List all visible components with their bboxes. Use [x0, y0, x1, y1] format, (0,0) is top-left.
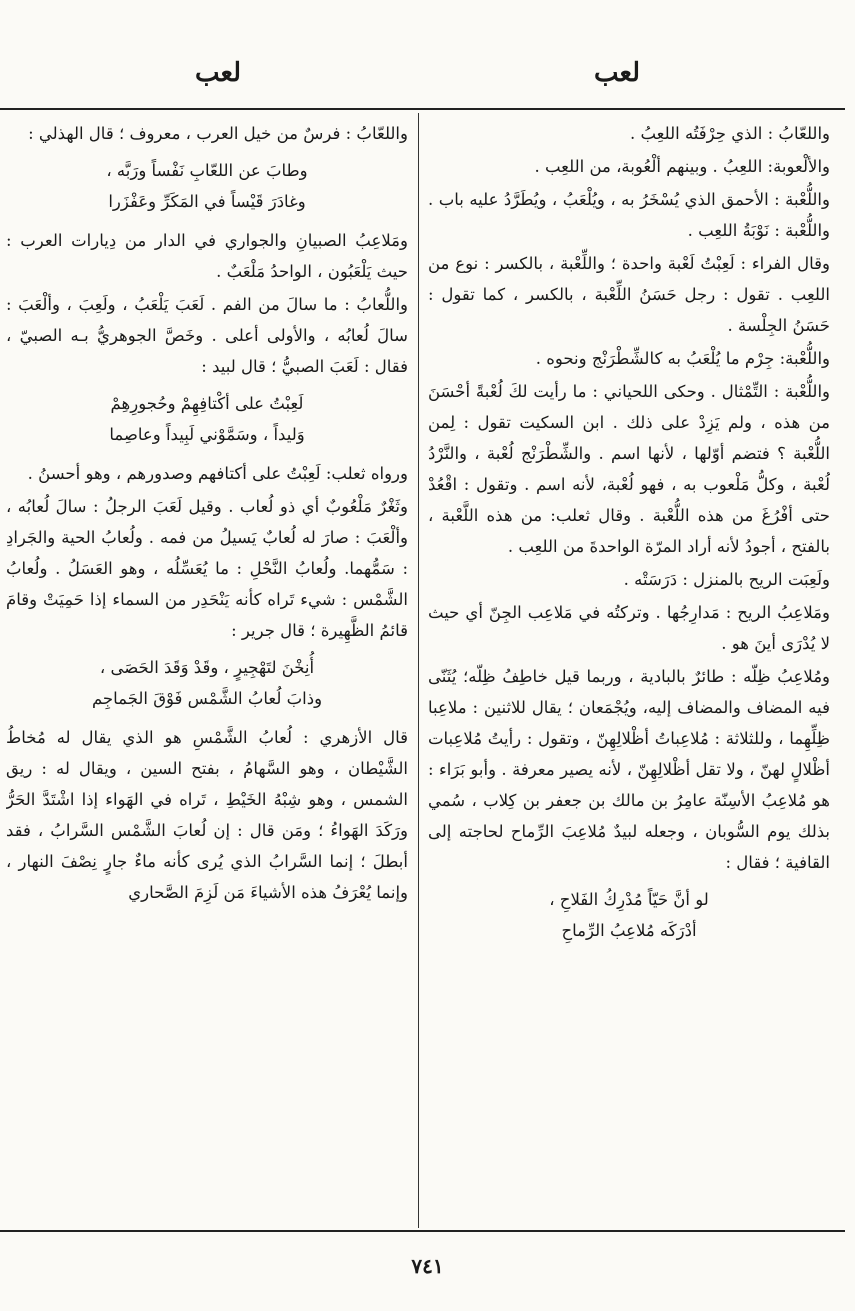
verse-line: وذابَ لُعابُ الشَّمْس فَوْقَ الجَماجِم	[91, 689, 323, 708]
left-column	[6, 118, 408, 1226]
page-number: ٧٤١	[411, 1254, 444, 1278]
verse-line: لو أنَّ حَيّاً مُدْرِكُ الفَلاحِ ،	[549, 890, 709, 909]
paragraph: ولَعِبَت الريح بالمنزل : دَرَسَتْه .	[623, 570, 830, 589]
paragraph: والألْعوبة: اللعِبُ . وبينهم ألْعُوبة، من اللعِب .	[534, 157, 830, 176]
column-divider	[418, 113, 419, 1228]
verse-line: لَعِبْتُ على أكْتافِهِمْ وحُجورِهِمْ	[110, 394, 304, 413]
verse-line: أُنِخْنَ لتَهْجِيرٍ ، وقَدْ وَقَدَ الحَصَى ،	[99, 658, 315, 677]
paragraph: قال الأزهري : لُعابُ الشَّمْسِ هو الذي يقال له مُخاطُ الشَّيْطان ، وهو السَّهامُ ، بفتح السين ، ويقال له : ريق الشمس ، وهو شِبْهُ الخَيْطِ ، تَراه في الهَواء إذا اشْتَدَّ الحَرُّ ورَكَدَ الهَواءُ ؛ ومَن قال : إن لُعابَ الشَّمْس السَّرابُ ، فقد أبطلَ ؛ إنما السَّرابُ الذي يُرى كأنه ماءٌ جارٍ نِصْفَ النهار ، وإنما يُعْرَفُ هذه الأشياءَ مَن لَزِمَ الصَّحاري	[6, 728, 408, 902]
paragraph: ومُلاعِبُ ظِلّه : طائرٌ بالبادية ، وربما قيل خاطِفُ ظِلّه؛ يُثَنّى فيه المضاف والمضاف إليه، ويُجْمَعان ؛ يقال للاثنين : ملاعِبا ظِلِّهِما ، وللثلاثة : مُلاعِباتُ أظْلالِهِنّ ، وتقول : رأيتُ مُلاعِبات أظْلالٍ لهنّ ، ولا تقل أظْلالِهِنّ ، لأنه يصير معرفة . وأبو بَرَاء : هو مُلاعِبُ الأسِنّة عامِرُ بن مالك بن جعفر بن كِلاب ، سُمي بذلك يوم السُّوبان ، وجعله لبيدٌ مُلاعِبَ الرِّماح لحاجته إلى القافية ؛ فقال :	[428, 667, 830, 872]
paragraph: وثَغْرٌ مَلْعُوبٌ أي ذو لُعاب . وقيل لَعَبَ الرجلُ : سالَ لُعابُه ، وألْعَبَ : صارَ له لُعابٌ يَسيلُ من فمه . ولُعابُ الحية والجَرادِ : سَمُّهما. ولُعابُ النَّحْلِ : ما يُعَسِّلُه ، وهو العَسَلُ . ولُعابُ الشَّمْس : شيء تَراه كأنه يَنْحَدِر من السماء إذا حَمِيَتْ وقامَ قائمُ الظَّهِيرة ؛ قال جرير :	[6, 497, 408, 640]
verse	[6, 155, 408, 217]
paragraph: ومَلاعِبُ الصبيانِ والجواري في الدار من دِيارات العرب : حيث يَلْعَبُون ، الواحدُ مَلْعَبٌ .	[6, 231, 408, 281]
paragraph: واللُّعْبة: جِرْم ما يُلْعَبُ به كالشِّطْرَنْج ونحوه .	[535, 349, 830, 368]
paragraph: وقال الفراء : لَعِبْتُ لَعْبة واحدة ؛ واللِّعْبة ، بالكسر : نوع من اللعِب . تقول : رجل حَسَنُ اللِّعْبة ، بالكسر ، كما تقول : حَسَنُ الجِلْسة .	[428, 254, 830, 335]
verse	[6, 652, 408, 714]
header-word-left: لعب	[195, 58, 241, 88]
paragraph: ورواه ثعلب: لَعِبْتُ على أكتافهم وصدورهم ، وهو أحسنُ .	[27, 464, 408, 483]
verse	[6, 388, 408, 450]
paragraph: واللُّعْبة : التِّمْثال . وحكى اللحياني : ما رأيت لكَ لُعْبةً أحْسَنَ من هذه ، ولم يَزِدْ على ذلك . ابن السكيت تقول : لِمن اللُّعْبة ؟ فتضم أوّلها ، لأنها اسم . والشِّطْرَنْج لُعْبة ، والنَّرْدُ لُعْبة ، وكلُّ مَلْعوب به ، فهو لُعْبة، لأنه اسم . وتقول : اقْعُدْ حتى أفْرُغَ من هذه اللُّعْبة . وقال ثعلب: من هذه اللَّعْبة ، بالفتح ، أجودُ لأنه أراد المرّة الواحدةَ من اللعِب .	[428, 382, 830, 556]
verse-line: وغادَرَ قَيْساً في المَكَرِّ وعَفْزَرا	[108, 192, 306, 211]
header-word-right: لعب	[594, 58, 640, 88]
header-rule	[0, 108, 845, 110]
verse-line: أدْرَكَه مُلاعِبُ الرِّماحِ	[561, 921, 697, 940]
paragraph: واللُّعْبة : الأحمق الذي يُسْخَرُ به ، ويُلْعَبُ ، ويُطَرَّدُ عليه باب . واللُّعْبة : نَوْبَةُ اللعِب .	[428, 190, 830, 240]
footer-rule	[0, 1230, 845, 1232]
verse	[428, 884, 830, 946]
paragraph: واللعّابُ : الذي حِرْفَتُه اللعِبُ .	[629, 124, 830, 143]
right-column	[428, 118, 830, 1226]
verse-line: وَليداً ، وسَمَّوْني لَبِيداً وعاصِما	[109, 425, 305, 444]
verse-line: وطابَ عن اللعّابِ نَفْساً ورَبَّه ،	[106, 161, 308, 180]
paragraph: واللُّعابُ : ما سالَ من الفم . لَعَبَ يَلْعَبُ ، ولَعِبَ ، وألْعَبَ : سالَ لُعابُه ، والأولى أعلى . وخَصَّ الجوهريُّ بـه الصبيّ ، فقال : لَعَبَ الصبيُّ ؛ قال لبيد :	[6, 295, 408, 376]
paragraph: واللعّابُ : فرسٌ من خيل العرب ، معروف ؛ قال الهذلي :	[28, 124, 408, 143]
paragraph: ومَلاعِبُ الريح : مَدارِجُها . وتركتُه في مَلاعِب الجِنّ أي حيث لا يُدْرَى أينَ هو .	[428, 603, 830, 653]
